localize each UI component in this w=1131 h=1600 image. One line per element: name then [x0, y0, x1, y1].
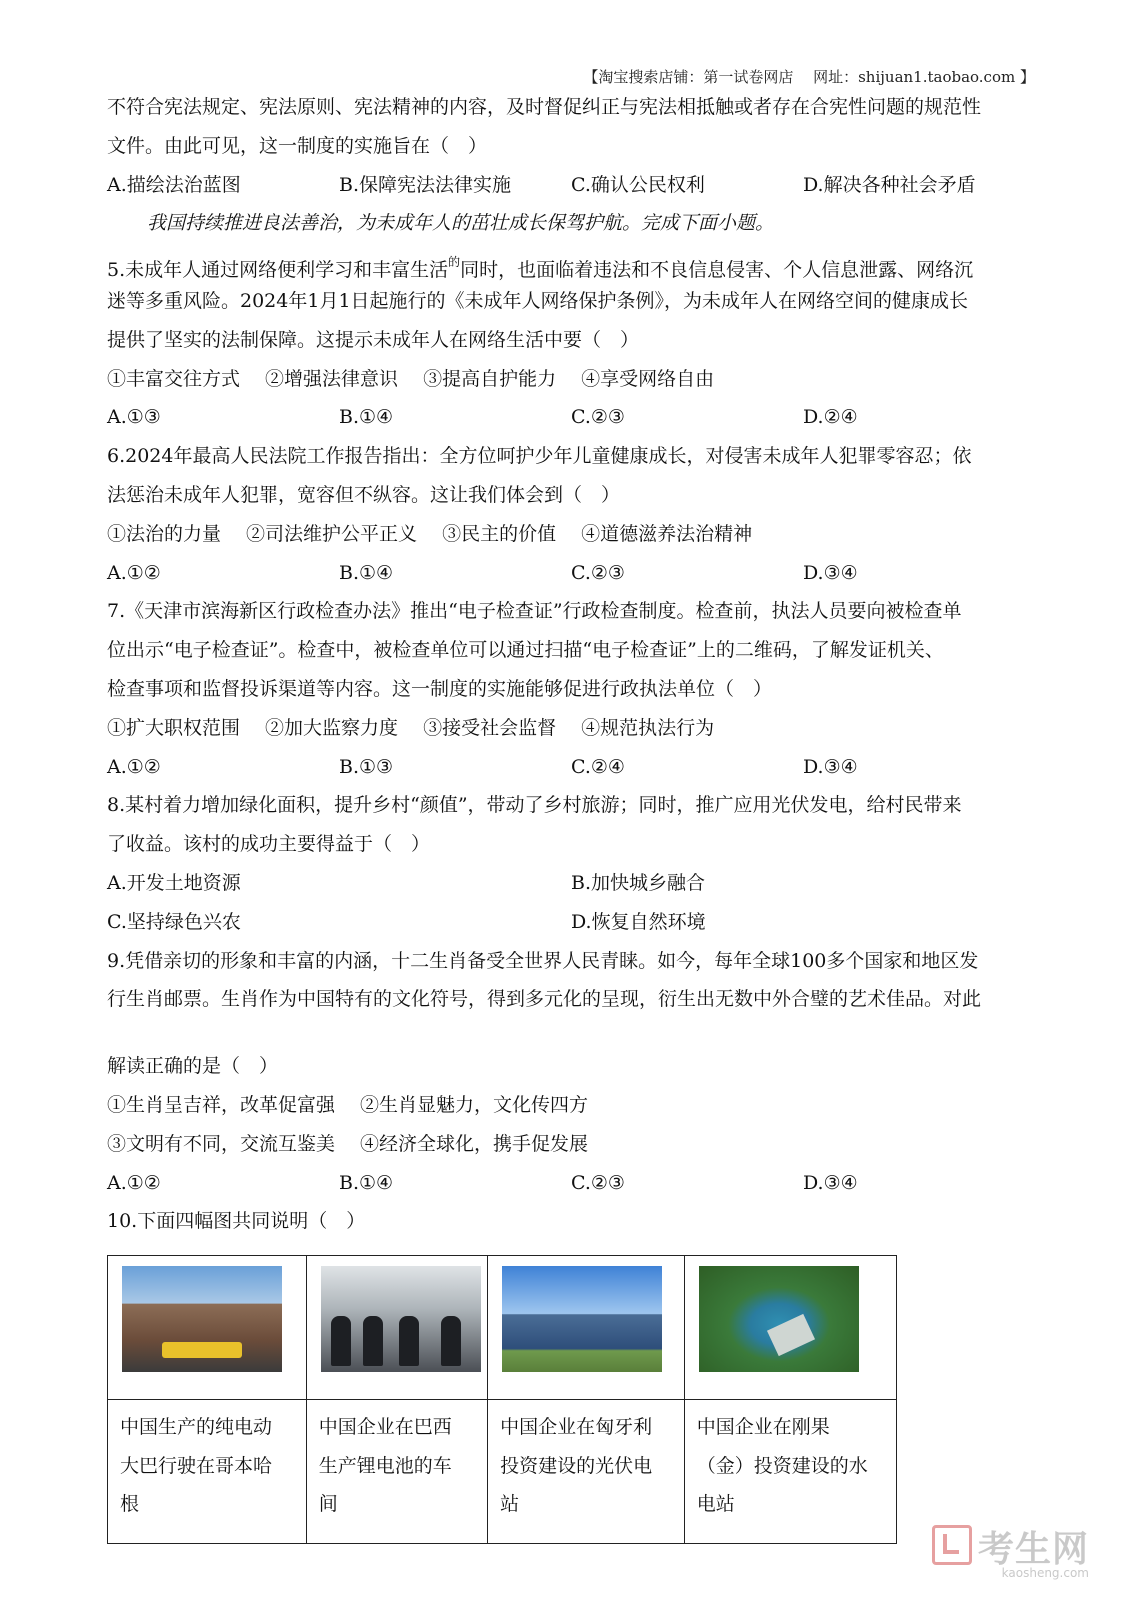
caption-line: 中国企业在巴西: [318, 1416, 452, 1438]
q8-line1: 8.某村着力增加绿化面积，提升乡村“颜值”，带动了乡村旅游；同时，推广应用光伏发电，给村民带来: [107, 794, 962, 817]
watermark-logo-icon: [932, 1525, 972, 1565]
q8-option-d: D.恢复自然环境: [571, 910, 706, 933]
caption-line: 中国企业在匈牙利: [500, 1416, 653, 1438]
q5-line2: 迷等多重风险。2024年1月1日起施行的《未成年人网络保护条例》，为未成年人在网络空间的健康成长: [107, 289, 969, 312]
q10-stem: 10.下面四幅图共同说明（ ）: [107, 1210, 366, 1233]
page-header: 【淘宝搜索店铺：第一试卷网店 网址：shijuan1.taobao.com 】: [583, 68, 1035, 86]
q9-option-b: B.①④: [339, 1171, 394, 1194]
q5-option-d: D.②④: [803, 406, 858, 429]
caption-line: 大巴行驶在哥本哈: [120, 1454, 273, 1477]
q9-options: [107, 1164, 1037, 1203]
electric-bus-photo: [122, 1266, 282, 1372]
q9-option-c: C.②③: [571, 1171, 625, 1194]
q6-line2: 法惩治未成年人犯罪，宽容但不纵容。这让我们体会到（ ）: [107, 483, 621, 506]
q4-option-a: A.描绘法治蓝图: [107, 173, 241, 196]
q7-option-a: A.①②: [107, 755, 161, 778]
q10-caption-row: [108, 1400, 897, 1544]
q10-photo-row: [108, 1256, 897, 1400]
caption-line: 生产锂电池的车: [318, 1454, 452, 1477]
q6-option-c: C.②③: [571, 561, 625, 584]
q4-line2: 文件。由此可见，这一制度的实施旨在（ ）: [107, 134, 488, 157]
q9-items-1: ①生肖呈吉祥，改革促富强 ②生肖显魅力，文化传四方: [107, 1093, 589, 1116]
q10-caption-4: [684, 1400, 896, 1544]
caption-line: 投资建设的光伏电: [500, 1454, 653, 1477]
q6-option-d: D.③④: [803, 561, 858, 584]
caption-line: 电站: [696, 1493, 735, 1515]
q6-line1: 6.2024年最高人民法院工作报告指出：全方位呵护少年儿童健康成长，对侵害未成年人犯罪零容忍；依: [107, 445, 972, 468]
caption-line: 根: [120, 1493, 140, 1515]
q5-option-c: C.②③: [571, 406, 625, 429]
q8-line2: 了收益。该村的成功主要得益于（ ）: [107, 833, 431, 856]
solar-station-photo: [502, 1266, 662, 1372]
q7-option-b: B.①③: [339, 755, 394, 778]
q10-caption-2: [306, 1400, 487, 1544]
q9-option-d: D.③④: [803, 1171, 858, 1194]
battery-factory-photo: [321, 1266, 481, 1372]
q7-line3: 检查事项和监督投诉渠道等内容。这一制度的实施能够促进行政执法单位（ ）: [107, 677, 773, 700]
q6-items: ①法治的力量 ②司法维护公平正义 ③民主的价值 ④道德滋养法治精神: [107, 522, 753, 545]
spacer: [107, 1019, 1037, 1047]
q5-items: ①丰富交往方式 ②增强法律意识 ③提高自护能力 ④享受网络自由: [107, 367, 715, 390]
q9-line2: 行生肖邮票。生肖作为中国特有的文化符号，得到多元化的呈现，衍生出无数中外合璧的艺术佳品。对此: [107, 988, 982, 1011]
q5-line1: [107, 243, 1037, 282]
q4-options: [107, 166, 1037, 205]
caption-line: 中国企业在刚果: [696, 1416, 830, 1438]
q4-option-b: B.保障宪法法律实施: [339, 173, 512, 196]
q5-option-a: A.①③: [107, 406, 161, 429]
q5-line3: 提供了坚实的法制保障。这提示未成年人在网络生活中要（ ）: [107, 328, 640, 351]
q5-options: [107, 398, 1037, 437]
q5-line1-b: 同时，也面临着违法和不良信息侵害、个人信息泄露、网络沉: [460, 259, 974, 282]
q8-option-a: A.开发土地资源: [107, 871, 241, 894]
caption-line: 站: [500, 1493, 520, 1515]
caption-line: 中国生产的纯电动: [120, 1416, 273, 1438]
watermark-text: 考生网: [977, 1529, 1089, 1570]
q7-option-c: C.②④: [571, 755, 625, 778]
q8-options-row1: [107, 864, 1037, 903]
q10-cell-hydro: [684, 1256, 896, 1400]
q5-line1-a: 5.未成年人通过网络便利学习和丰富生活: [107, 259, 449, 282]
q10-caption-3: [488, 1400, 685, 1544]
q6-option-a: A.①②: [107, 561, 161, 584]
q8-options-row2: [107, 903, 1037, 942]
q9-option-a: A.①②: [107, 1171, 161, 1194]
q9-line3: 解读正确的是（ ）: [107, 1055, 279, 1078]
q7-items: ①扩大职权范围 ②加大监察力度 ③接受社会监督 ④规范执法行为: [107, 716, 715, 739]
q10-cell-solar: [488, 1256, 685, 1400]
q8-option-c: C.坚持绿色兴农: [107, 910, 241, 933]
section-intro: 我国持续推进良法善治，为未成年人的茁壮成长保驾护航。完成下面小题。: [147, 212, 775, 235]
caption-line: （金）投资建设的水: [696, 1454, 868, 1477]
caption-line: 间: [318, 1493, 338, 1515]
q7-options: [107, 748, 1037, 787]
q10-caption-1: [108, 1400, 307, 1544]
q4-option-d: D.解决各种社会矛盾: [803, 173, 976, 196]
q4-line1: 不符合宪法规定、宪法原则、宪法精神的内容，及时督促纠正与宪法相抵触或者存在合宪性问题的规范性: [107, 96, 982, 118]
q4-option-c: C.确认公民权利: [571, 173, 705, 196]
q10-image-table: [107, 1255, 897, 1544]
q8-option-b: B.加快城乡融合: [571, 871, 706, 894]
q6-options: [107, 554, 1037, 593]
q9-items-2: ③文明有不同，交流互鉴美 ④经济全球化，携手促发展: [107, 1132, 589, 1155]
q7-line1: 7.《天津市滨海新区行政检查办法》推出“电子检查证”行政检查制度。检查前，执法人员要向被检查单: [107, 600, 962, 623]
q10-cell-factory: [306, 1256, 487, 1400]
watermark: [932, 1521, 1089, 1580]
hydro-station-photo: [699, 1266, 859, 1372]
q7-option-d: D.③④: [803, 755, 858, 778]
q7-line2: 位出示“电子检查证”。检查中，被检查单位可以通过扫描“电子检查证”上的二维码，了解发证机关、: [107, 639, 944, 662]
q10-cell-bus: [108, 1256, 307, 1400]
q5-line1-sup: 的: [448, 255, 461, 270]
q9-line1: 9.凭借亲切的形象和丰富的内涵，十二生肖备受全世界人民青睐。如今，每年全球100多个国家和地区发: [107, 949, 979, 972]
q5-option-b: B.①④: [339, 406, 394, 429]
watermark-url: kaosheng.com: [1001, 1566, 1089, 1580]
q6-option-b: B.①④: [339, 561, 394, 584]
exam-content: [107, 88, 1037, 1241]
